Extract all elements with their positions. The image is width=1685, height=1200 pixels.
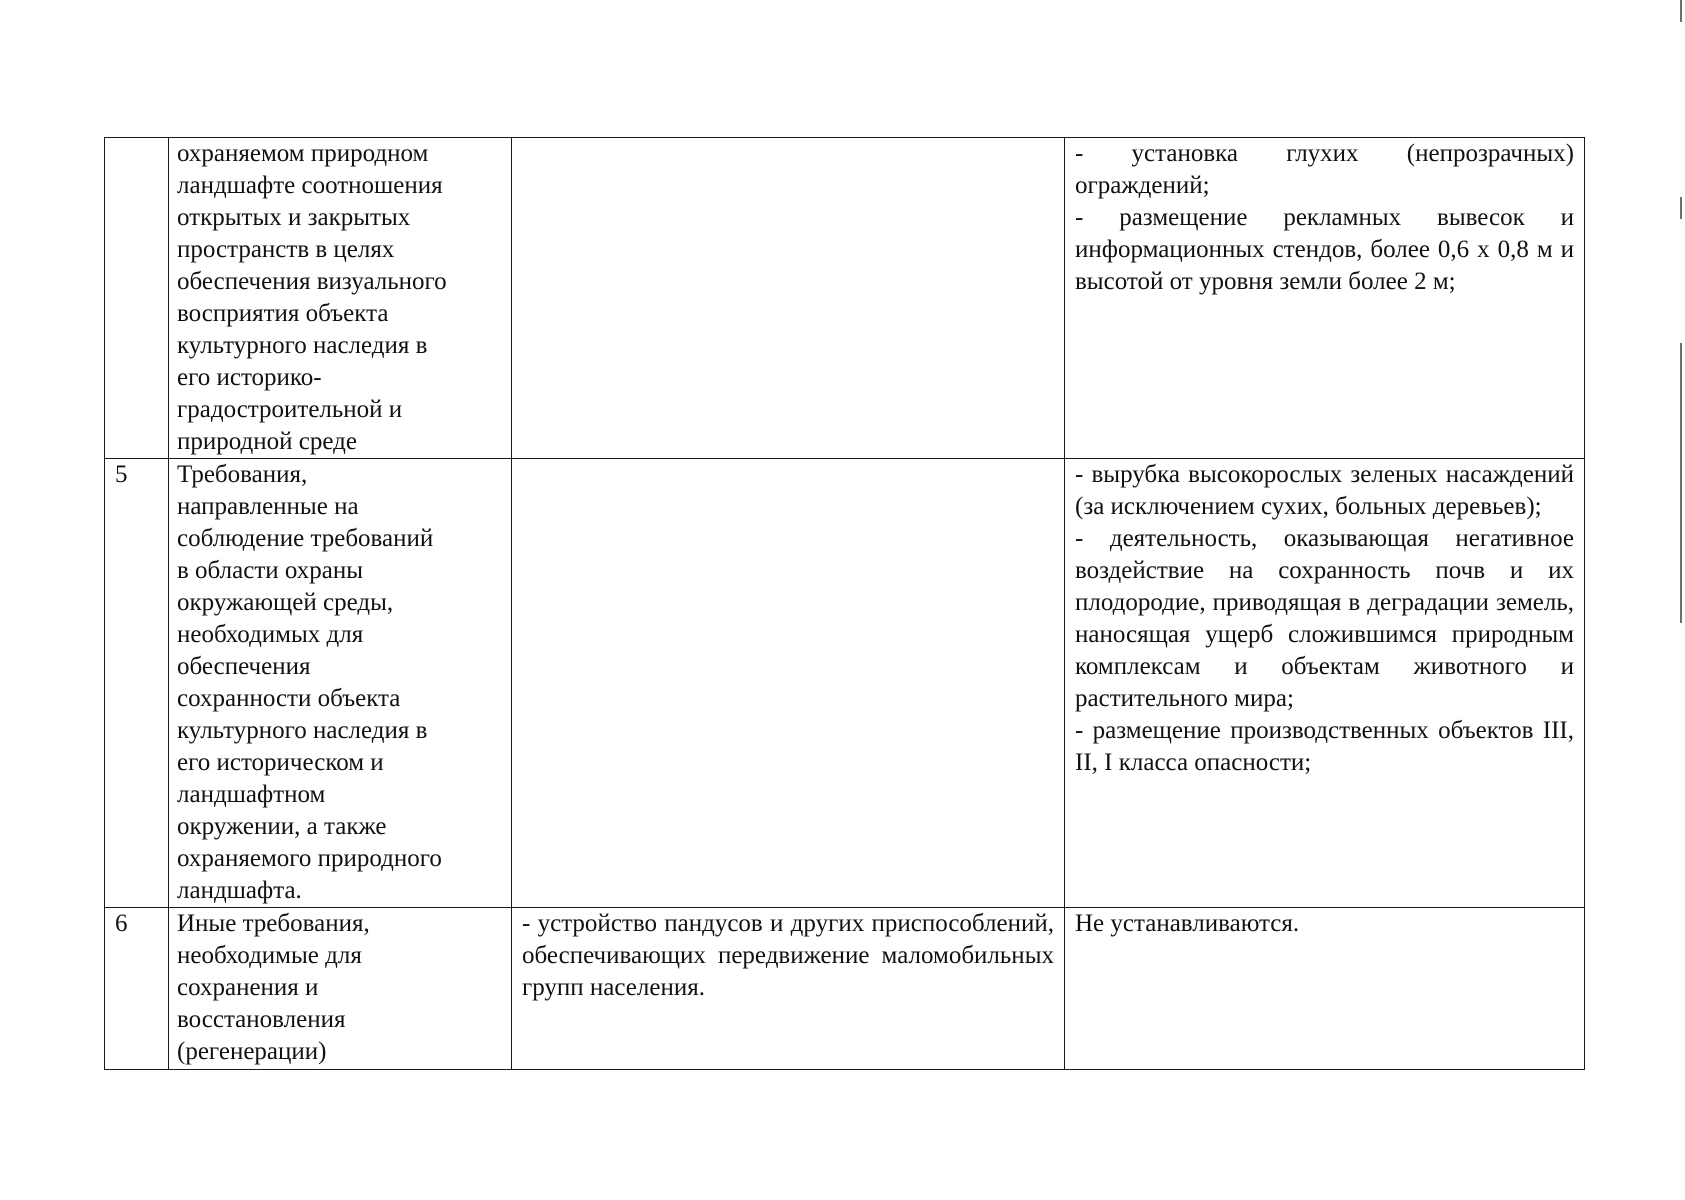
restriction-item: - размещение рекламных вывесок и информационных стендов, более 0,6 х 0,8 м и высотой от уровня земли более 2 м; [1075,204,1574,295]
restrictions-cell [1065,138,1585,459]
restrictions-cell [1065,459,1585,908]
table-row [105,459,1585,908]
middle-text: - устройство пандусов и других приспособлений, обеспечивающих передвижение маломобильных групп населения. [522,910,1054,1001]
scan-mark [1680,0,1682,22]
requirement-name: охраняемом природном ландшафте соотношения открытых и закрытых пространств в целях обеспечения визуального восприятия объекта культурного наследия в его историко- градостроительной и природной среде [177,140,447,455]
scan-mark [1680,197,1682,219]
row-number-cell [105,459,169,908]
middle-cell [512,459,1065,908]
row-number-cell [105,908,169,1070]
row-number: 5 [115,461,128,488]
table-row [105,138,1585,459]
restriction-item: - размещение производственных объектов III, II, I класса опасности; [1075,717,1574,776]
restriction-item: - деятельность, оказывающая негативное воздействие на сохранность почв и их плодородие, приводящая в деградации земель, наносящая ущерб сложившимся природным комплексам и объектам животного и растительного мира; [1075,525,1574,712]
restrictions-cell [1065,908,1585,1070]
requirement-name: Иные требования, необходимые для сохранения и восстановления (регенерации) [177,910,370,1065]
middle-cell [512,138,1065,459]
requirement-name-cell [169,908,512,1070]
scan-mark [1680,343,1682,623]
table-row [105,908,1585,1070]
restriction-item: - установка глухих (непрозрачных) ограждений; [1075,140,1574,199]
row-number-cell [105,138,169,459]
requirements-table [104,137,1585,1070]
restriction-item: - вырубка высокорослых зеленых насаждений (за исключением сухих, больных деревьев); [1075,461,1574,520]
requirement-name-cell [169,459,512,908]
row-number: 6 [115,910,128,937]
requirement-name: Требования, направленные на соблюдение требований в области охраны окружающей среды, необходимых для обеспечения сохранности объекта культурного наследия в его историческом и ландшафтном окружении, а также охраняемого природного ландшафта. [177,461,442,904]
middle-cell [512,908,1065,1070]
restriction-item: Не устанавливаются. [1075,910,1300,937]
requirement-name-cell [169,138,512,459]
